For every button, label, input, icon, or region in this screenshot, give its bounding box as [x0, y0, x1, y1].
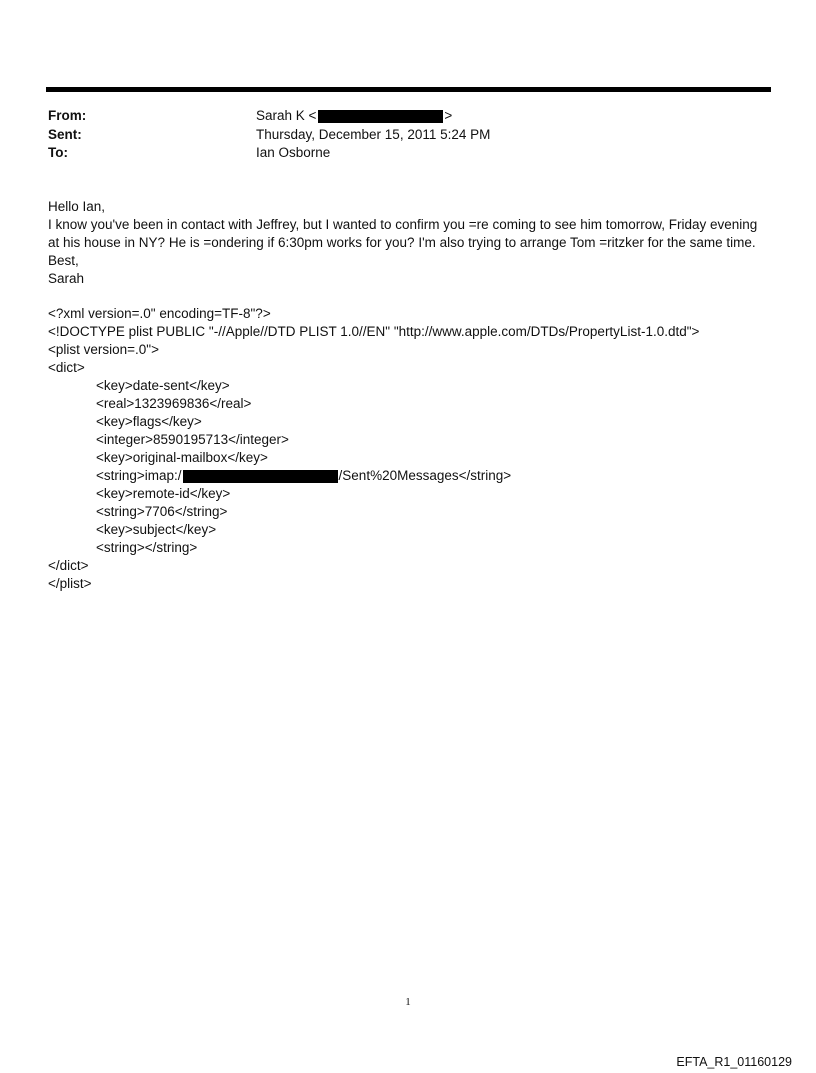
- xml-line: <!DOCTYPE plist PUBLIC "-//Apple//DTD PLIST 1.0//EN" "http://www.apple.com/DTDs/PropertyList-1.0.dtd">: [48, 324, 700, 339]
- from-value: [256, 107, 452, 126]
- plist-xml-block: [48, 305, 699, 593]
- redacted-mailbox-block: [183, 470, 338, 483]
- sent-row: [48, 126, 490, 145]
- xml-line: <key>remote-id</key>: [96, 486, 231, 501]
- to-label: To:: [48, 145, 68, 160]
- xml-line: <?xml version=.0" encoding=TF-8"?>: [48, 306, 271, 321]
- sent-value: Thursday, December 15, 2011 5:24 PM: [256, 126, 491, 142]
- xml-line: <key>subject</key>: [96, 522, 217, 537]
- body-line: Hello Ian,: [48, 199, 106, 214]
- xml-line: <string>7706</string>: [96, 504, 228, 519]
- email-header: [48, 107, 490, 163]
- to-value: Ian Osborne: [256, 145, 331, 160]
- xml-line: <string></string>: [96, 540, 198, 555]
- body-line: Sarah: [48, 271, 85, 286]
- from-suffix: >: [444, 108, 453, 123]
- xml-line: <key>flags</key>: [96, 414, 202, 429]
- xml-line: <key>original-mailbox</key>: [96, 450, 268, 465]
- body-line: at his house in NY? He is =ondering if 6:30pm works for you? I'm also trying to arrange Tom =ritzker for the same time.: [48, 235, 756, 250]
- redacted-email-block: [318, 110, 443, 123]
- body-line: Best,: [48, 253, 79, 268]
- body-line: I know you've been in contact with Jeffrey, but I wanted to confirm you =re coming to see him tomorrow, Friday evening: [48, 217, 758, 232]
- document-id: EFTA_R1_01160129: [676, 1055, 792, 1069]
- xml-line: </plist>: [48, 576, 92, 591]
- from-label: From:: [48, 108, 87, 123]
- imap-prefix: <string>imap:/: [96, 468, 182, 483]
- page-number: 1: [405, 996, 411, 1008]
- sent-label: Sent:: [48, 126, 82, 142]
- from-row: [48, 107, 490, 126]
- xml-line: <key>date-sent</key>: [96, 378, 230, 393]
- from-name: Sarah K <: [256, 108, 317, 123]
- xml-line: <real>1323969836</real>: [96, 396, 252, 411]
- xml-line: <dict>: [48, 360, 85, 375]
- xml-line: <integer>8590195713</integer>: [96, 432, 289, 447]
- xml-line: </dict>: [48, 558, 89, 573]
- email-body: [48, 198, 778, 288]
- imap-suffix: /Sent%20Messages</string>: [338, 468, 512, 483]
- xml-line-imap: [48, 467, 699, 485]
- to-row: [48, 144, 490, 163]
- header-rule: [46, 87, 771, 92]
- xml-line: <plist version=.0">: [48, 342, 159, 357]
